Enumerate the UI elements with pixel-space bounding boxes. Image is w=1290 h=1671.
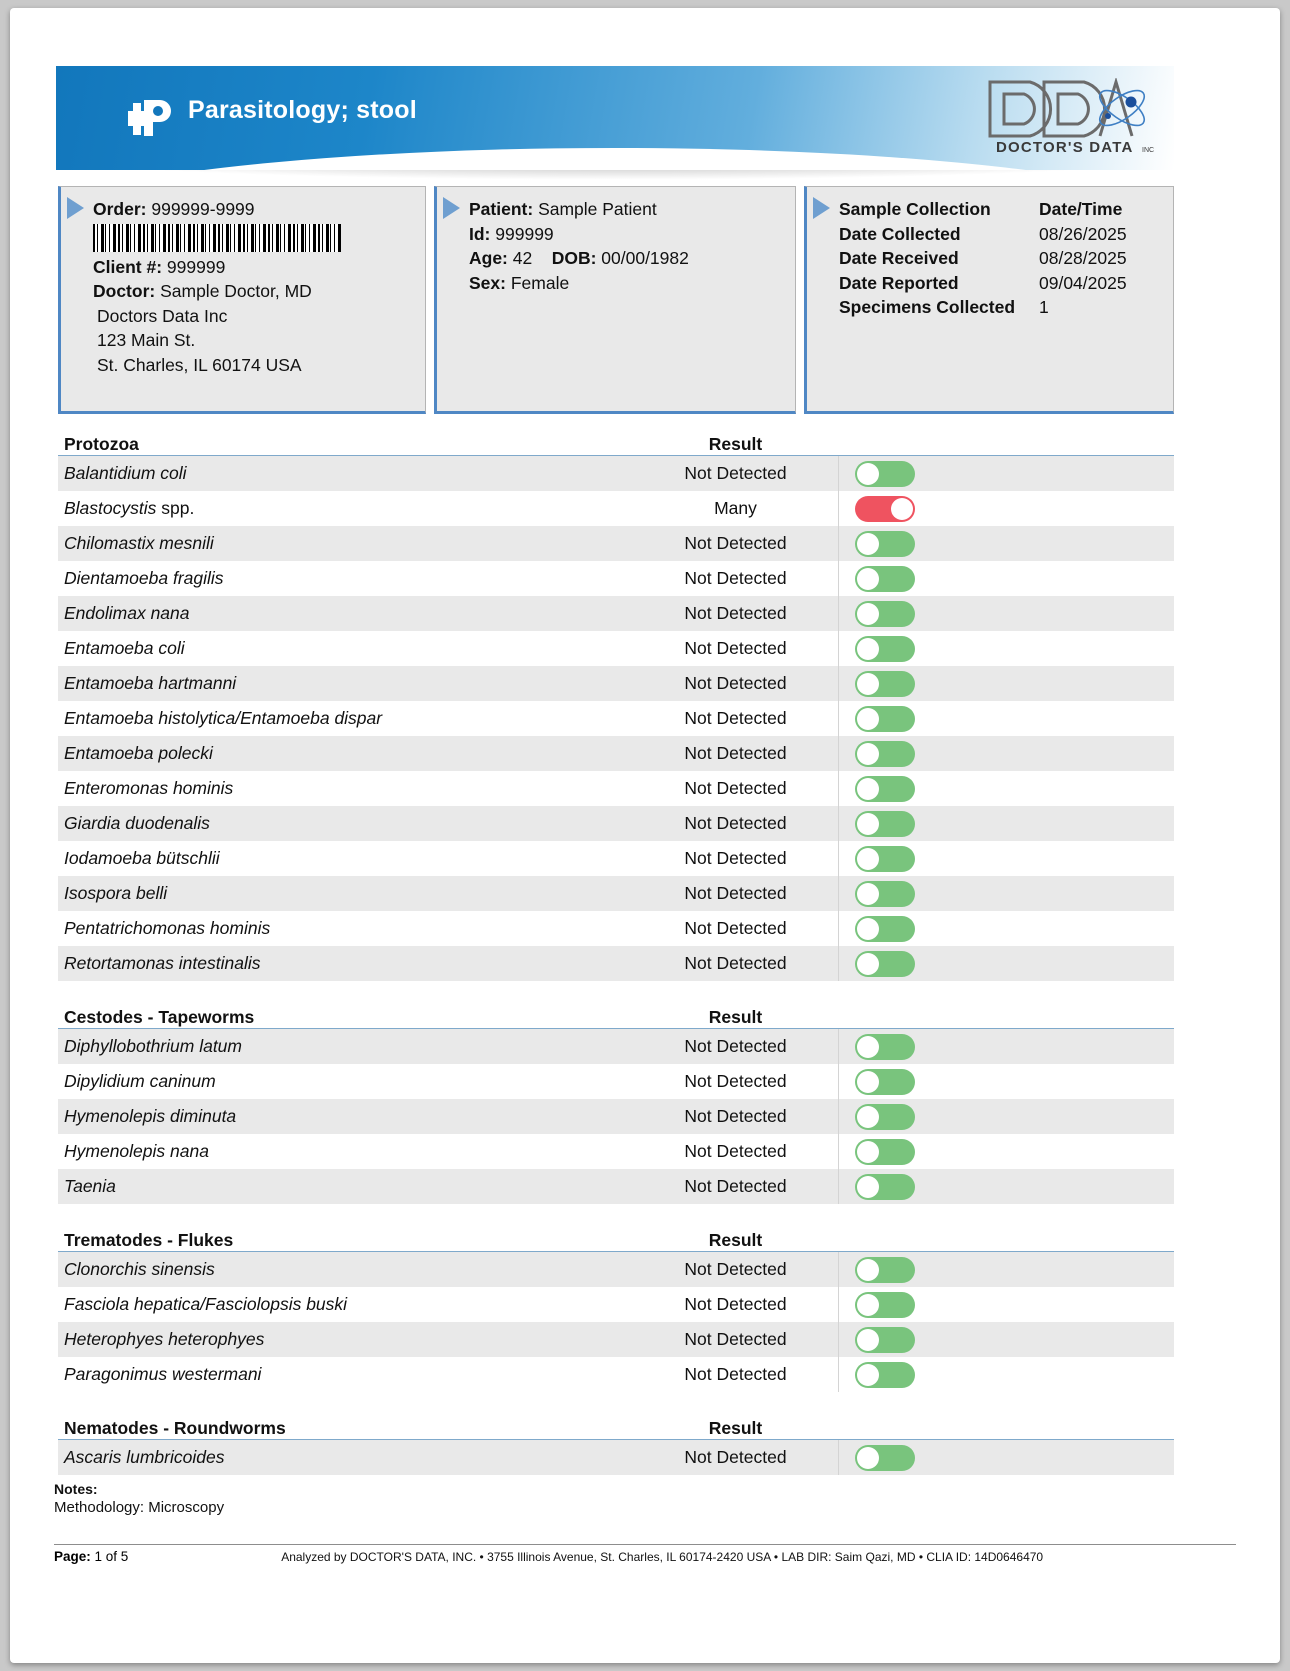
status-toggle-not-detected — [855, 1139, 915, 1165]
analyte-name — [58, 778, 633, 799]
analyte-name — [58, 673, 633, 694]
status-indicator-cell — [838, 1440, 1174, 1475]
sample-row-label: Date Collected — [839, 223, 961, 244]
page-label: Page: — [54, 1549, 91, 1564]
notes-block — [54, 1481, 224, 1516]
status-indicator-cell — [838, 771, 1174, 806]
analyte-name-text: Hymenolepis nana — [64, 1141, 209, 1161]
result-value: Not Detected — [684, 533, 787, 553]
status-toggle-not-detected — [855, 706, 915, 732]
result-column-header: Result — [708, 1230, 763, 1250]
result-column-header: Result — [708, 434, 763, 454]
status-indicator-cell — [838, 1169, 1174, 1204]
toggle-knob — [857, 918, 879, 940]
lab-info-line: Analyzed by DOCTOR'S DATA, INC. • 3755 Illinois Avenue, St. Charles, IL 60174-2420 USA • LAB DIR: Saim Qazi, MD • CLIA ID: 14D0646470 — [281, 1550, 1044, 1564]
dob-label: DOB: — [551, 248, 597, 268]
order-barcode — [93, 224, 341, 252]
status-toggle-not-detected — [855, 916, 915, 942]
result-value: Not Detected — [684, 953, 787, 973]
client-value: 999999 — [166, 256, 226, 277]
analyte-name — [58, 708, 633, 729]
sample-collection-title: Sample Collection — [839, 199, 991, 219]
plus-p-icon — [128, 98, 174, 140]
toggle-knob — [857, 463, 879, 485]
sex-value: Female — [510, 272, 570, 293]
status-toggle-not-detected — [855, 531, 915, 557]
analyte-name — [58, 568, 633, 589]
analyte-name — [58, 638, 633, 659]
analyte-name — [58, 463, 633, 484]
toggle-knob — [857, 638, 879, 660]
dob-value: 00/00/1982 — [601, 248, 689, 268]
result-value: Many — [714, 498, 757, 518]
analyte-name — [58, 1036, 633, 1057]
analyte-name — [58, 1447, 633, 1468]
analyte-name — [58, 918, 633, 939]
table-row — [58, 456, 1174, 491]
analyte-name — [58, 1071, 633, 1092]
result-value: Not Detected — [684, 813, 787, 833]
status-indicator-cell — [838, 1134, 1174, 1169]
status-indicator-cell — [838, 841, 1174, 876]
page-value: 1 of 5 — [94, 1549, 129, 1564]
sample-row — [839, 271, 1165, 296]
result-value: Not Detected — [684, 918, 787, 938]
toggle-knob — [857, 1071, 879, 1093]
analyte-name-text: Fasciola hepatica/Fasciolopsis buski — [64, 1294, 348, 1314]
page-title: Parasitology; stool — [188, 96, 417, 124]
result-value: Not Detected — [684, 1036, 787, 1056]
status-toggle-not-detected — [855, 1174, 915, 1200]
status-indicator-cell — [838, 1357, 1174, 1392]
analyte-name — [58, 1294, 633, 1315]
patient-age-dob-line — [469, 246, 789, 271]
status-indicator-cell — [838, 596, 1174, 631]
result-value: Not Detected — [684, 1106, 787, 1126]
status-toggle-not-detected — [855, 601, 915, 627]
toggle-knob — [857, 1447, 879, 1469]
status-indicator-cell — [838, 806, 1174, 841]
toggle-knob — [857, 1329, 879, 1351]
sample-row — [839, 295, 1165, 320]
analyte-name-text: Giardia duodenalis — [64, 813, 210, 833]
status-toggle-not-detected — [855, 951, 915, 977]
result-value: Not Detected — [684, 1259, 787, 1279]
toggle-knob — [857, 848, 879, 870]
sample-row-value: 1 — [1039, 297, 1049, 317]
table-row — [58, 1322, 1174, 1357]
analyte-name-text: Retortamonas intestinalis — [64, 953, 261, 973]
status-indicator-cell — [838, 631, 1174, 666]
result-value: Not Detected — [684, 1071, 787, 1091]
analyte-name-text: Blastocystis — [64, 498, 157, 518]
result-value: Not Detected — [684, 1141, 787, 1161]
sample-row — [839, 222, 1165, 247]
table-row — [58, 946, 1174, 981]
order-info-panel — [58, 186, 426, 414]
toggle-knob — [857, 533, 879, 555]
analyte-name-text: Diphyllobothrium latum — [64, 1036, 242, 1056]
panel-flag-icon — [443, 197, 460, 219]
svg-text:INC: INC — [1142, 147, 1155, 154]
status-toggle-not-detected — [855, 1445, 915, 1471]
clinic-address-line2: St. Charles, IL 60174 USA — [97, 354, 302, 375]
patient-id-label: Id: — [469, 223, 491, 244]
status-toggle-not-detected — [855, 1257, 915, 1283]
order-label: Order: — [93, 199, 147, 219]
status-toggle-not-detected — [855, 1069, 915, 1095]
status-toggle-not-detected — [855, 1292, 915, 1318]
result-value: Not Detected — [684, 638, 787, 658]
status-indicator-cell — [838, 946, 1174, 981]
result-value: Not Detected — [684, 1294, 787, 1314]
table-row — [58, 1440, 1174, 1475]
sample-row — [839, 246, 1165, 271]
analyte-name-text: Entamoeba histolytica/Entamoeba dispar — [64, 708, 383, 728]
analyte-name-text: Paragonimus westermani — [64, 1364, 262, 1384]
status-indicator-cell — [838, 736, 1174, 771]
page-footer — [54, 1544, 1236, 1564]
section-title: Protozoa — [64, 434, 139, 454]
result-value: Not Detected — [684, 1447, 787, 1467]
order-line — [93, 197, 419, 222]
toggle-knob — [857, 673, 879, 695]
sample-row-value: 09/04/2025 — [1039, 272, 1127, 293]
result-value: Not Detected — [684, 1176, 787, 1196]
table-row — [58, 806, 1174, 841]
result-value: Not Detected — [684, 1364, 787, 1384]
analyte-name-suffix: spp. — [156, 498, 195, 518]
notes-label: Notes: — [54, 1481, 98, 1497]
status-indicator-cell — [838, 1322, 1174, 1357]
table-row — [58, 701, 1174, 736]
result-value: Not Detected — [684, 603, 787, 623]
status-indicator-cell — [838, 526, 1174, 561]
panel-flag-icon — [67, 197, 84, 219]
table-row — [58, 911, 1174, 946]
order-value: 999999-9999 — [151, 199, 255, 219]
status-indicator-cell — [838, 876, 1174, 911]
status-indicator-cell — [838, 561, 1174, 596]
analyte-name — [58, 953, 633, 974]
table-row — [58, 1252, 1174, 1287]
result-value: Not Detected — [684, 883, 787, 903]
toggle-knob — [857, 1176, 879, 1198]
toggle-knob — [857, 778, 879, 800]
sample-header-row — [839, 197, 1165, 222]
toggle-knob — [857, 708, 879, 730]
analyte-name — [58, 1176, 633, 1197]
analyte-name-text: Pentatrichomonas hominis — [64, 918, 271, 938]
status-indicator-cell — [838, 1252, 1174, 1287]
status-toggle-not-detected — [855, 811, 915, 837]
analyte-name — [58, 498, 633, 519]
age-value: 42 — [512, 248, 533, 268]
client-label: Client #: — [93, 256, 163, 277]
status-indicator-cell — [838, 1287, 1174, 1322]
analyte-name-text: Taenia — [64, 1176, 116, 1196]
age-label: Age: — [469, 248, 508, 268]
analyte-name-text: Chilomastix mesnili — [64, 533, 214, 553]
toggle-knob — [891, 498, 913, 520]
table-row — [58, 841, 1174, 876]
doctor-label: Doctor: — [93, 281, 156, 301]
result-section — [58, 999, 1174, 1204]
analyte-name — [58, 743, 633, 764]
table-row — [58, 1134, 1174, 1169]
results-table — [58, 426, 1174, 1493]
toggle-knob — [857, 1294, 879, 1316]
toggle-knob — [857, 568, 879, 590]
status-indicator-cell — [838, 666, 1174, 701]
analyte-name — [58, 603, 633, 624]
table-row — [58, 771, 1174, 806]
status-indicator-cell — [838, 1064, 1174, 1099]
analyte-name-text: Entamoeba coli — [64, 638, 185, 658]
status-toggle-not-detected — [855, 881, 915, 907]
result-column-header: Result — [708, 1418, 763, 1438]
analyte-name-text: Balantidium coli — [64, 463, 187, 483]
table-row — [58, 526, 1174, 561]
status-toggle-not-detected — [855, 1034, 915, 1060]
status-toggle-not-detected — [855, 846, 915, 872]
table-row — [58, 631, 1174, 666]
analyte-name-text: Endolimax nana — [64, 603, 190, 623]
status-toggle-not-detected — [855, 636, 915, 662]
table-row — [58, 1357, 1174, 1392]
table-row — [58, 1099, 1174, 1134]
analyte-name — [58, 1141, 633, 1162]
result-value: Not Detected — [684, 568, 787, 588]
status-toggle-not-detected — [855, 776, 915, 802]
notes-text: Methodology: Microscopy — [54, 1499, 225, 1516]
doctors-data-logo — [982, 78, 1158, 156]
sample-datetime-header: Date/Time — [1039, 199, 1123, 219]
section-header — [58, 999, 1174, 1029]
report-page — [10, 8, 1280, 1663]
analyte-name — [58, 1259, 633, 1280]
analyte-name-text: Ascaris lumbricoides — [64, 1447, 225, 1467]
analyte-name-text: Hymenolepis diminuta — [64, 1106, 237, 1126]
result-value: Not Detected — [684, 848, 787, 868]
patient-value: Sample Patient — [538, 199, 657, 219]
table-row — [58, 1169, 1174, 1204]
analyte-name-text: Entamoeba polecki — [64, 743, 213, 763]
analyte-name-text: Dientamoeba fragilis — [64, 568, 224, 588]
analyte-name — [58, 1329, 633, 1350]
table-row — [58, 1287, 1174, 1322]
status-toggle-not-detected — [855, 741, 915, 767]
toggle-knob — [857, 1141, 879, 1163]
sample-row-label: Date Reported — [839, 272, 959, 293]
result-value: Not Detected — [684, 708, 787, 728]
status-indicator-cell — [838, 911, 1174, 946]
analyte-name-text: Heterophyes heterophyes — [64, 1329, 265, 1349]
doctor-line — [93, 279, 419, 304]
toggle-knob — [857, 603, 879, 625]
result-column-header: Result — [708, 1007, 763, 1027]
status-indicator-cell — [838, 1099, 1174, 1134]
result-value: Not Detected — [684, 743, 787, 763]
patient-info-panel — [434, 186, 796, 414]
sex-label: Sex: — [469, 272, 506, 293]
analyte-name-text: Iodamoeba bütschlii — [64, 848, 220, 868]
analyte-name — [58, 848, 633, 869]
patient-name-line — [469, 197, 789, 222]
analyte-name-text: Isospora belli — [64, 883, 168, 903]
table-row — [58, 876, 1174, 911]
result-value: Not Detected — [684, 673, 787, 693]
panel-flag-icon — [813, 197, 830, 219]
analyte-name — [58, 1106, 633, 1127]
toggle-knob — [857, 1259, 879, 1281]
status-toggle-not-detected — [855, 1362, 915, 1388]
clinic-address-line1: 123 Main St. — [97, 330, 196, 350]
result-section — [58, 1410, 1174, 1475]
patient-id-value: 999999 — [495, 223, 554, 244]
sample-row-value: 08/26/2025 — [1039, 223, 1127, 244]
sample-collection-panel — [804, 186, 1174, 414]
client-line — [93, 255, 419, 280]
doctor-value: Sample Doctor, MD — [160, 281, 312, 301]
section-header — [58, 426, 1174, 456]
status-indicator-cell — [838, 491, 1174, 526]
table-row — [58, 1029, 1174, 1064]
sample-row-label: Date Received — [839, 248, 959, 268]
table-row — [58, 561, 1174, 596]
report-header — [56, 66, 1174, 170]
status-toggle-detected — [855, 496, 915, 522]
analyte-name-text: Clonorchis sinensis — [64, 1259, 215, 1279]
sample-row-label: Specimens Collected — [839, 297, 1016, 317]
result-section — [58, 1222, 1174, 1392]
table-row — [58, 736, 1174, 771]
toggle-knob — [857, 883, 879, 905]
patient-label: Patient: — [469, 199, 534, 219]
status-indicator-cell — [838, 1029, 1174, 1064]
analyte-name — [58, 883, 633, 904]
status-toggle-not-detected — [855, 461, 915, 487]
result-value: Not Detected — [684, 1329, 787, 1349]
analyte-name — [58, 1364, 633, 1385]
clinic-name: Doctors Data Inc — [97, 305, 228, 326]
svg-text:DOCTOR'S DATA: DOCTOR'S DATA — [996, 139, 1134, 156]
status-toggle-not-detected — [855, 1104, 915, 1130]
result-section — [58, 426, 1174, 981]
section-title: Trematodes - Flukes — [64, 1230, 234, 1250]
status-indicator-cell — [838, 456, 1174, 491]
table-row — [58, 1064, 1174, 1099]
analyte-name — [58, 533, 633, 554]
section-header — [58, 1410, 1174, 1440]
toggle-knob — [857, 1106, 879, 1128]
analyte-name — [58, 813, 633, 834]
status-toggle-not-detected — [855, 671, 915, 697]
analyte-name-text: Entamoeba hartmanni — [64, 673, 237, 693]
table-row — [58, 666, 1174, 701]
result-value: Not Detected — [684, 778, 787, 798]
toggle-knob — [857, 953, 879, 975]
toggle-knob — [857, 1364, 879, 1386]
status-indicator-cell — [838, 701, 1174, 736]
toggle-knob — [857, 1036, 879, 1058]
status-toggle-not-detected — [855, 1327, 915, 1353]
section-title: Cestodes - Tapeworms — [64, 1007, 255, 1027]
result-value: Not Detected — [684, 463, 787, 483]
status-toggle-not-detected — [855, 566, 915, 592]
analyte-name-text: Enteromonas hominis — [64, 778, 234, 798]
patient-sex-line — [469, 271, 789, 296]
section-title: Nematodes - Roundworms — [64, 1418, 286, 1438]
patient-id-line — [469, 222, 789, 247]
section-header — [58, 1222, 1174, 1252]
sample-row-value: 08/28/2025 — [1039, 248, 1127, 268]
toggle-knob — [857, 813, 879, 835]
analyte-name-text: Dipylidium caninum — [64, 1071, 216, 1091]
toggle-knob — [857, 743, 879, 765]
table-row — [58, 491, 1174, 526]
page-number — [54, 1549, 128, 1564]
table-row — [58, 596, 1174, 631]
